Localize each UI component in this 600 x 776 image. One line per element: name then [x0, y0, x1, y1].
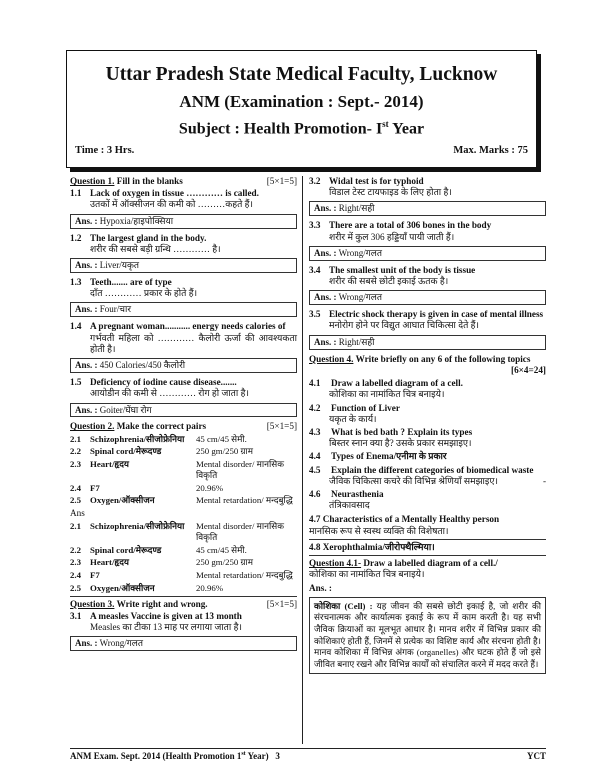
q4-topic: 4.2 Function of Liver यकृत के कार्य। [309, 402, 400, 424]
divider [309, 555, 546, 556]
subject-title: Subject : Health Promotion- Ist Year [178, 118, 425, 137]
q4-topic: 4.4 Types of Enema/एनीमा के प्रकार [309, 451, 447, 462]
answer-row: 2.2 Spinal cord/मेरूदण्ड 45 cm/45 सेमी. [70, 544, 247, 555]
pair-row: 2.1 Schizophrenia/सीजोफ्रेनिया 45 cm/45 सेमी. [70, 433, 247, 444]
publisher-mark: YCT [526, 751, 546, 761]
q1-item: 1.4 A pregnant woman........... energy needs calories of गर्भवती महिला को ………… कैलोरी ऊर्जा की आवश्यकता होती है। Ans. : 450 Calories/450 कैलोरी [70, 321, 297, 373]
q3-item: 3.1 A measles Vaccine is given at 13 month Measles का टीका 13 माह पर लगाया जाता है। Ans. : Wrong/गलत [70, 611, 297, 651]
exam-title: ANM (Examination : Sept.- 2014) [179, 91, 424, 111]
divider [309, 539, 546, 540]
answer-row: 2.1 Schizophrenia/सीजोफ्रेनिया Mental disorder/ मानसिक विकृति [70, 521, 284, 542]
answer-box: Ans. : 450 Calories/450 कैलोरी [70, 358, 297, 373]
question-3-heading: Question 3. Write right and wrong. [5×1=5] [70, 598, 297, 609]
q2-answer-label: Ans [70, 508, 85, 518]
pair-row: 2.3 Heart/हृदय Mental disorder/ मानसिक विकृति [70, 459, 284, 480]
page-footer [70, 748, 546, 762]
cell-answer-box: कोशिका (Cell) : यह जीवन की सबसे छोटी इकाई है, जो शरीर की संरचनात्मक और कार्यात्मक इकाई के रूप में काम करती है। यह सभी जैविक क्रियाओं का मूलभूत आधार है। मानव शरीर में विभिन्न प्रकार की कोशिकाएं होती हैं, जिनमें से प्रत्येक का विशिष्ट कार्य और संरचना होती है। मानव कोशिका में विभिन्न अंगक (organelles) और घटक होते हैं जो इसे जीवित बनाए रखने और विभिन्न कार्यों को संचालित करने में मदद करते हैं। [309, 597, 546, 675]
q3-item: 3.5 Electric shock therapy is given in case of mental illness मनोरोग होने पर विद्युत आघात चिकित्सा देते हैं। Ans. : Right/सही [309, 309, 546, 349]
answer-box: Ans. : Four/चार [70, 302, 297, 317]
q2-pairs-list [70, 434, 297, 506]
q2-answers-list [70, 521, 297, 593]
q4-topic: 4.3 What is bed bath ? Explain its types बिस्तर स्नान क्या है? उसके प्रकार समझाइए। [309, 426, 473, 449]
q3-item: 3.4 The smallest unit of the body is tissue शरीर की सबसे छोटी इकाई ऊतक है। Ans. : Wrong/गलत [309, 265, 546, 305]
page-number: 3 [275, 751, 280, 761]
q3-item: 3.2 Widal test is for typhoid विडाल टेस्ट टायफाइड के लिए होता है। Ans. : Right/सही [309, 176, 546, 216]
exam-max-marks: Max. Marks : 75 [453, 145, 528, 157]
two-column-body [70, 176, 546, 744]
answer-row: 2.4 F7 Mental retardation/ मन्दबुद्धि [70, 570, 293, 581]
answer-box: Ans. : Hypoxia/हाइपोक्सिया [70, 214, 297, 229]
q4-topic: 4.1 Draw a labelled diagram of a cell. कोशिका का नामांकित चित्र बनाइये। [309, 378, 463, 400]
institution-title: Uttar Pradesh State Medical Faculty, Lucknow [105, 64, 498, 85]
left-column [70, 176, 303, 744]
exam-time: Time : 3 Hrs. [75, 145, 135, 157]
q3-item: 3.3 There are a total of 306 bones in the body शरीर में कुल 306 हड्डियाँ पायी जाती हैं। Ans. : Wrong/गलत [309, 220, 546, 260]
pair-row: 2.4 F7 20.96% [70, 482, 224, 493]
divider [70, 596, 297, 597]
question-4-heading: Question 4. Write briefly on any 6 of the following topics [6×4=24] [309, 353, 546, 375]
answer-box: Ans. : Wrong/गलत [70, 636, 297, 651]
right-column [303, 176, 546, 744]
q1-item: 1.5 Deficiency of iodine cause disease....... आयोडीन की कमी से ………… रोग हो जाता है। Ans. : Goiter/घेंघा रोग [70, 377, 297, 417]
pair-row: 2.2 Spinal cord/मेरूदण्ड 250 gm/250 ग्राम [70, 446, 253, 457]
q4-1-answer-heading: Question 4.1- Draw a labelled diagram of a cell./ कोशिका का नामांकित चित्र बनाइये। [309, 558, 498, 580]
q4-topic: 4.6 Neurasthenia तंत्रिकावसाद [309, 489, 384, 511]
q4-topic-8: 4.8 Xerophthalmia/जीरोफ्थैल्मिया। [309, 541, 435, 552]
answer-box: Ans. : Wrong/गलत [309, 290, 546, 305]
answer-row: 2.5 Oxygen/ऑक्सीजन 20.96% [70, 582, 224, 593]
question-2-heading: Question 2. Make the correct pairs [5×1=5] [70, 421, 297, 432]
answer-box: Ans. : Liver/यकृत [70, 258, 297, 273]
answer-label: Ans. : [309, 582, 332, 593]
q4-topic-7: 4.7 Characteristics of a Mentally Healthy person मानसिक रूप से स्वस्थ व्यक्ति की विशेषता। [309, 514, 500, 536]
answer-row: 2.3 Heart/हृदय 250 gm/250 ग्राम [70, 557, 253, 568]
q4-topic: 4.5 Explain the different categories of biomedical waste जैविक चिकित्सा कचरे की विभिन्न श्रेणियाँ समझाइए। - [309, 464, 546, 486]
pair-row: 2.5 Oxygen/ऑक्सीजन Mental retardation/ मन्दबुद्धि [70, 495, 293, 506]
exam-header-box [66, 50, 537, 168]
answer-box: Ans. : Wrong/गलत [309, 246, 546, 261]
q1-item: 1.1 Lack of oxygen in tissue ………… is called. उतकों में ऑक्सीजन की कमी को ………कहते हैं। Ans. : Hypoxia/हाइपोक्सिया [70, 188, 297, 228]
footer-title: ANM Exam. Sept. 2014 (Health Promotion 1st Year) 3 [70, 751, 280, 761]
exam-meta-row [67, 145, 536, 158]
q1-item: 1.2 The largest gland in the body. शरीर की सबसे बड़ी ग्रन्थि ………… है। Ans. : Liver/यकृत [70, 233, 297, 273]
q1-item: 1.3 Teeth....... are of type दाँत ………… प्रकार के होते हैं। Ans. : Four/चार [70, 277, 297, 317]
answer-box: Ans. : Right/सही [309, 201, 546, 216]
question-1-heading: Question 1. Fill in the blanks [5×1=5] [70, 176, 297, 186]
answer-box: Ans. : Goiter/घेंघा रोग [70, 403, 297, 418]
answer-box: Ans. : Right/सही [309, 335, 546, 350]
